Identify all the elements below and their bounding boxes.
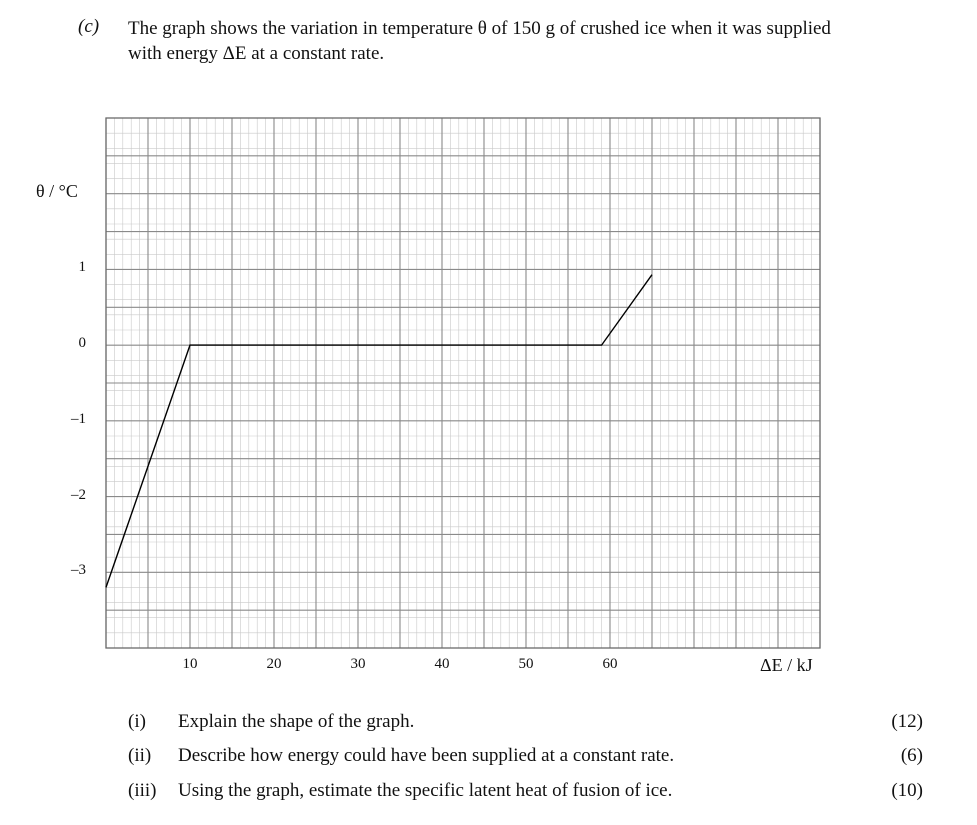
- x-tick-label: 20: [266, 656, 282, 672]
- x-tick-label: 30: [350, 656, 366, 672]
- y-tick-label: 1: [78, 259, 86, 276]
- subquestion-number: (i): [128, 711, 146, 732]
- x-tick-label: 40: [434, 656, 450, 672]
- x-tick-label: 60: [602, 656, 618, 672]
- y-tick-label: –1: [71, 410, 86, 427]
- subquestion-marks: (12): [891, 711, 923, 732]
- y-tick-label: –3: [71, 562, 86, 579]
- subquestion-number: (ii): [128, 745, 152, 766]
- subquestion-text: Explain the shape of the graph.: [178, 711, 415, 732]
- subquestion-text: Using the graph, estimate the specific latent heat of fusion of ice.: [178, 780, 673, 801]
- subquestion-number: (iii): [128, 780, 157, 801]
- subquestion-row-1: [128, 711, 923, 737]
- y-tick-label: 0: [78, 335, 86, 352]
- x-tick-label: 50: [518, 656, 534, 672]
- x-tick-label: 10: [182, 656, 198, 672]
- subquestion-row-2: [128, 745, 923, 771]
- series-layer: [106, 275, 652, 588]
- question-part-label: (c): [78, 16, 100, 37]
- subquestion-text: Describe how energy could have been supplied at a constant rate.: [178, 745, 675, 766]
- y-tick-label: –2: [71, 486, 86, 503]
- intro-line-1: The graph shows the variation in temperature θ of 150 g of crushed ice when it was supplied: [128, 18, 831, 39]
- subquestion-row-3: [128, 780, 923, 806]
- subquestion-marks: (10): [891, 780, 923, 801]
- y-axis-label: θ / °C: [36, 181, 78, 201]
- intro-line-2: with energy ΔE at a constant rate.: [128, 43, 385, 64]
- subquestion-marks: (6): [900, 745, 923, 766]
- grid-major-lines: [106, 118, 820, 648]
- x-axis-label: ΔE / kJ: [760, 655, 813, 675]
- series-line-1: [106, 275, 652, 588]
